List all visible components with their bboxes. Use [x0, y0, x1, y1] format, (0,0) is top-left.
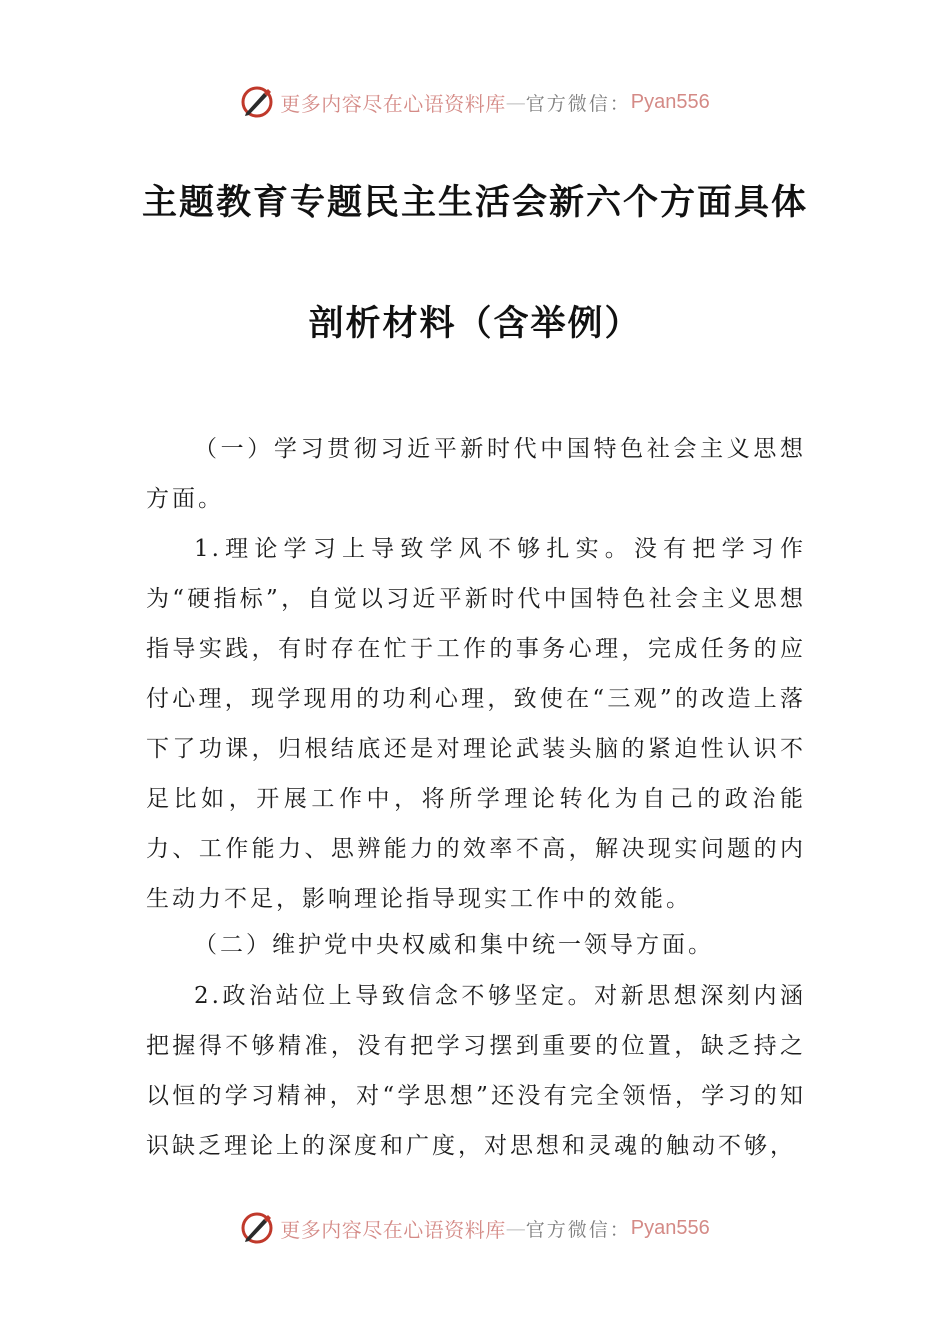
section-heading-2: （二）维护党中央权威和集中统一领导方面。 [194, 932, 714, 958]
site-name: 更多内容尽在心语资料库 [280, 1217, 506, 1242]
pen-logo-icon [240, 85, 274, 119]
wechat-label: 官方微信： [525, 92, 631, 115]
body-paragraph-1: 1.理论学习上导致学风不够扎实。没有把学习作为“硬指标”，自觉以习近平新时代中国特色社会主义思想指导实践，有时存在忙于工作的事务心理，完成任务的应付心理，现学现用的功利心理，致使在“三观”的改造上落下了功课，归根结底还是对理论武装头脑的紧迫性认识不足比如，开展工作中，将所学理论转化为自己的政治能力、工作能力、思辨能力的效率不高，解决现实问题的内生动力不足，影响理论指导现实工作中的效能。 [146, 536, 806, 912]
wechat-id: Pyan556 [630, 90, 710, 113]
banner-dash: — [505, 1216, 526, 1240]
wechat-id: Pyan556 [630, 1216, 710, 1239]
document-title-line-1: 主题教育专题民主生活会新六个方面具体 [141, 183, 808, 223]
wechat-label: 官方微信： [525, 1218, 631, 1241]
footer-banner [0, 1208, 950, 1248]
body-paragraph-2: 2.政治站位上导致信念不够坚定。对新思想深刻内涵把握得不够精准，没有把学习摆到重要的位置，缺乏持之以恒的学习精神，对“学思想”还没有完全领悟，学习的知识缺乏理论上的深度和广度，对思想和灵魂的触动不够， [146, 983, 806, 1159]
document-title-line-2: 剖析材料（含举例） [308, 304, 642, 344]
pen-logo-icon [240, 1211, 274, 1245]
header-banner [0, 82, 950, 122]
banner-dash: — [505, 90, 526, 114]
site-name: 更多内容尽在心语资料库 [280, 91, 506, 116]
section-heading-1: （一）学习贯彻习近平新时代中国特色社会主义思想方面。 [146, 436, 806, 512]
